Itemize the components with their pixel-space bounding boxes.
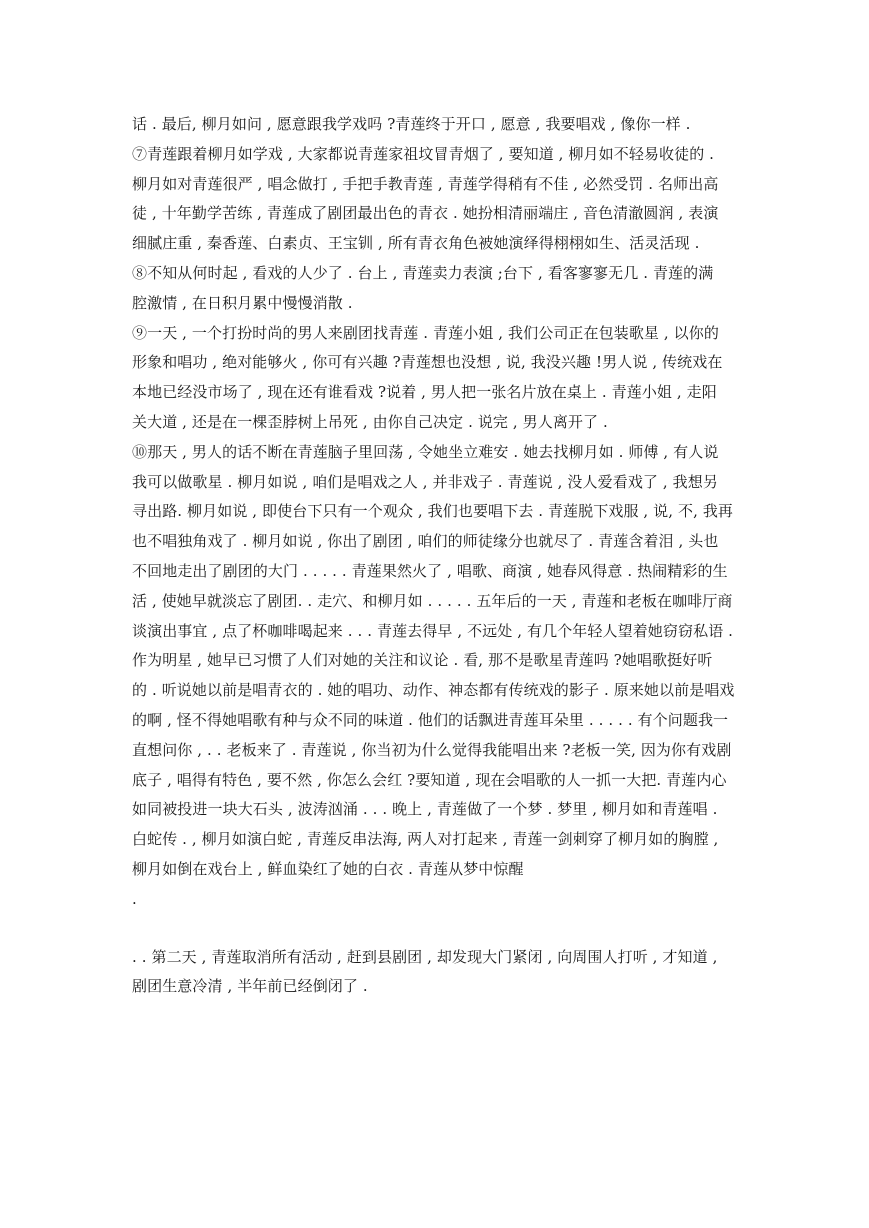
text-line: .: [132, 889, 137, 908]
text-line: 寻出路. 柳月如说 , 即使台下只有一个观众 , 我们也要唱下去 . 青莲脱下戏服 , 说, 不, 我再: [132, 502, 734, 521]
text-line: 本地已经没市场了 , 现在还有谁看戏 ?说着 , 男人把一张名片放在桌上 . 青莲小姐 , 走阳: [132, 383, 717, 402]
text-line: 的啊 , 怪不得她唱歌有种与众不同的味道 . 他们的话飘进青莲耳朵里 . . . . . 有个问题我一: [132, 710, 729, 729]
text-line: 作为明星 , 她早已习惯了人们对她的关注和议论 . 看, 那不是歌星青莲吗 ?她唱歌挺好听: [132, 651, 713, 670]
text-line: ⑩那天 , 男人的话不断在青莲脑子里回荡 , 令她坐立难安 . 她去找柳月如 . 师傅 , 有人说: [132, 442, 719, 461]
text-line: 如同被投进一块大石头 , 波涛汹涌 . . . 晚上 , 青莲做了一个梦 . 梦里 , 柳月如和青莲唱 .: [132, 800, 718, 819]
text-line: 柳月如倒在戏台上 , 鲜血染红了她的白衣 . 青莲从梦中惊醒: [132, 859, 524, 878]
text-line: ⑨一天 , 一个打扮时尚的男人来剧团找青莲 . 青莲小姐 , 我们公司正在包装歌星 , 以你的: [132, 323, 719, 342]
text-line: 形象和唱功 , 绝对能够火 , 你可有兴趣 ?青莲想也没想 , 说, 我没兴趣 !男人说 , 传统戏在: [132, 353, 723, 372]
text-line: 关大道 , 还是在一棵歪脖树上吊死 , 由你自己决定 . 说完 , 男人离开了 .: [132, 412, 608, 431]
text-line: 徒 , 十年勤学苦练 , 青莲成了剧团最出色的青衣 . 她扮相清丽端庄 , 音色清澈圆润 , 表演: [132, 204, 719, 223]
text-line: 不回地走出了剧团的大门 . . . . . 青莲果然火了 , 唱歌、商演 , 她春风得意 . 热闹精彩的生: [132, 561, 728, 580]
text-line: 柳月如对青莲很严 , 唱念做打 , 手把手教青莲 , 青莲学得稍有不佳 , 必然受罚 . 名师出高: [132, 174, 719, 193]
text-line: 话 . 最后, 柳月如问 , 愿意跟我学戏吗 ?青莲终于开口 , 愿意 , 我要唱戏 , 像你一样 .: [132, 115, 691, 133]
text-line: 活 , 使她早就淡忘了剧团. . 走穴、和柳月如 . . . . . 五年后的一天 , 青莲和老板在咖啡厅商: [132, 591, 733, 610]
text-line: 细腻庄重 , 秦香莲、白素贞、王宝钏 , 所有青衣角色被她演绎得栩栩如生、活灵活现 .: [132, 234, 700, 253]
text-line: 腔激情 , 在日积月累中慢慢消散 .: [132, 293, 353, 312]
text-line: . . 第二天 , 青莲取消所有活动 , 赶到县剧团 , 却发现大门紧闭 , 向周围人打听 , 才知道 ,: [132, 947, 718, 966]
text-line: 白蛇传 . , 柳月如演白蛇 , 青莲反串法海, 两人对打起来 , 青莲一剑刺穿了柳月如的胸膛 ,: [132, 830, 719, 849]
text-line: 也不唱独角戏了 . 柳月如说 , 你出了剧团 , 咱们的师徒缘分也就尽了 . 青莲含着泪 , 头也: [132, 532, 719, 551]
story-text: [132, 110, 742, 1002]
paragraph-gap: [132, 915, 742, 943]
text-line: 谈演出事宜 , 点了杯咖啡喝起来 . . . 青莲去得早 , 不远处 , 有几个年轻人望着她窃窃私语 .: [132, 621, 734, 640]
text-line: 直想问你 , . . 老板来了 . 青莲说 , 你当初为什么觉得我能唱出来 ?老板一笑, 因为你有戏剧: [132, 740, 732, 759]
text-line: ⑦青莲跟着柳月如学戏 , 大家都说青莲家祖坟冒青烟了 , 要知道 , 柳月如不轻易收徒的 .: [132, 144, 715, 163]
text-line: 我可以做歌星 . 柳月如说 , 咱们是唱戏之人 , 并非戏子 . 青莲说 , 没人爱看戏了 , 我想另: [132, 472, 718, 491]
text-line: 的 . 听说她以前是唱青衣的 . 她的唱功、动作、神态都有传统戏的影子 . 原来她以前是唱戏: [132, 681, 735, 700]
text-line: ⑧不知从何时起 , 看戏的人少了 . 台上 , 青莲卖力表演 ;台下 , 看客寥寥无几 . 青莲的满: [132, 263, 714, 282]
text-line: 剧团生意冷清 , 半年前已经倒闭了 .: [132, 977, 368, 996]
text-line: 底子 , 唱得有特色 , 要不然 , 你怎么会红 ?要知道 , 现在会唱歌的人一抓一大把. 青莲内心: [132, 770, 727, 789]
